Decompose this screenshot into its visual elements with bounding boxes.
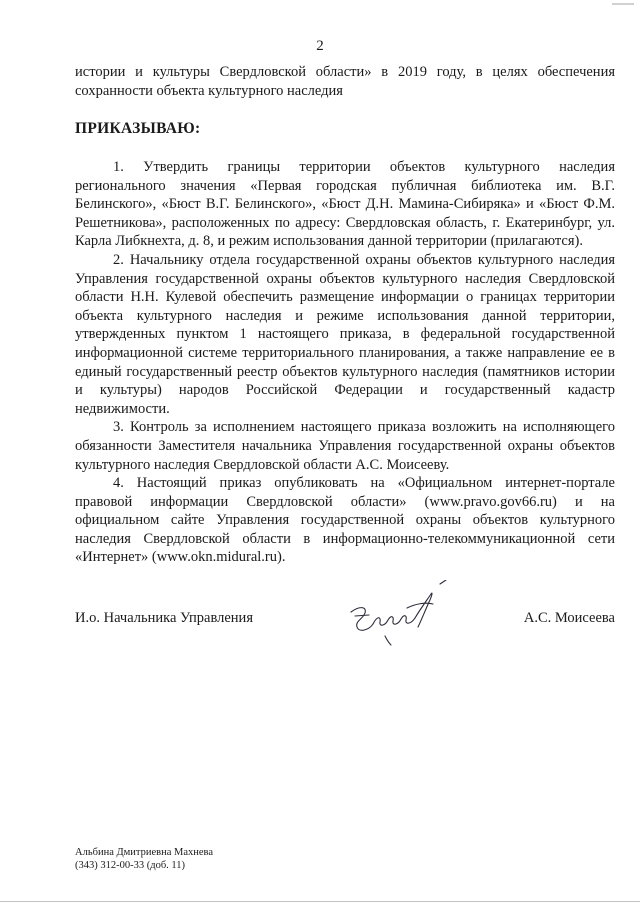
- intro-paragraph: истории и культуры Свердловской области» в 2019 году, в целях обеспечения сохранности объекта культурного наследия: [75, 64, 615, 99]
- signature-block: [75, 580, 615, 655]
- handwritten-signature: [345, 580, 455, 650]
- order-item-2: 2. Начальнику отдела государственной охраны объектов культурного наследия Управления государственной охраны объектов культурного наследия Свердловской области Н.Н. Кулевой обеспечить размещение информации о границах территории объекта культурного наследия и режиме использования данной территории, утвержденных пунктом 1 настоящего приказа, в федеральной государственной информационной системе территориального планирования, а также направление ее в единый государственный реестр объектов культурного наследия (памятников истории и культуры) народов Российской Федерации и государственный кадастр недвижимости.: [75, 251, 615, 417]
- order-items: [75, 158, 615, 567]
- executor-footer: [75, 846, 213, 872]
- signatory-name: А.С. Моисеева: [523, 610, 615, 626]
- scan-artifact: [0, 901, 640, 902]
- order-item-1: 1. Утвердить границы территории объектов культурного наследия регионального значения «Первая городская публичная библиотека им. В.Г. Белинского», «Бюст В.Г. Белинского», «Бюст Д.Н. Мамина-Сибиряка» и «Бюст Ф.М. Решетникова», расположенных по адресу: Свердловская область, г. Екатеринбург, ул. Карла Либкнехта, д. 8, и режим использования данной территории (прилагаются).: [75, 159, 615, 250]
- order-heading: ПРИКАЗЫВАЮ:: [75, 120, 201, 137]
- order-item-3: 3. Контроль за исполнением настоящего приказа возложить на исполняющего обязанности Заместителя начальника Управления государственной охраны объектов культурного наследия Свердловской области А.С. Моисееву.: [75, 419, 615, 473]
- executor-phone: (343) 312-00-33 (доб. 11): [75, 860, 186, 871]
- page-number: 2: [316, 38, 324, 54]
- executor-name: Альбина Дмитриевна Махнева: [75, 847, 214, 858]
- order-item-4: 4. Настоящий приказ опубликовать на «Официальном интернет-портале правовой информации Свердловской области» (www.pravo.gov66.ru) и на официальном сайте Управления государственной охраны объектов культурного наследия Свердловской области в информационно-телекоммуникационной сети «Интернет» (www.okn.midural.ru).: [75, 475, 615, 566]
- scan-artifact: [612, 3, 634, 5]
- signatory-position: И.о. Начальника Управления: [75, 610, 253, 626]
